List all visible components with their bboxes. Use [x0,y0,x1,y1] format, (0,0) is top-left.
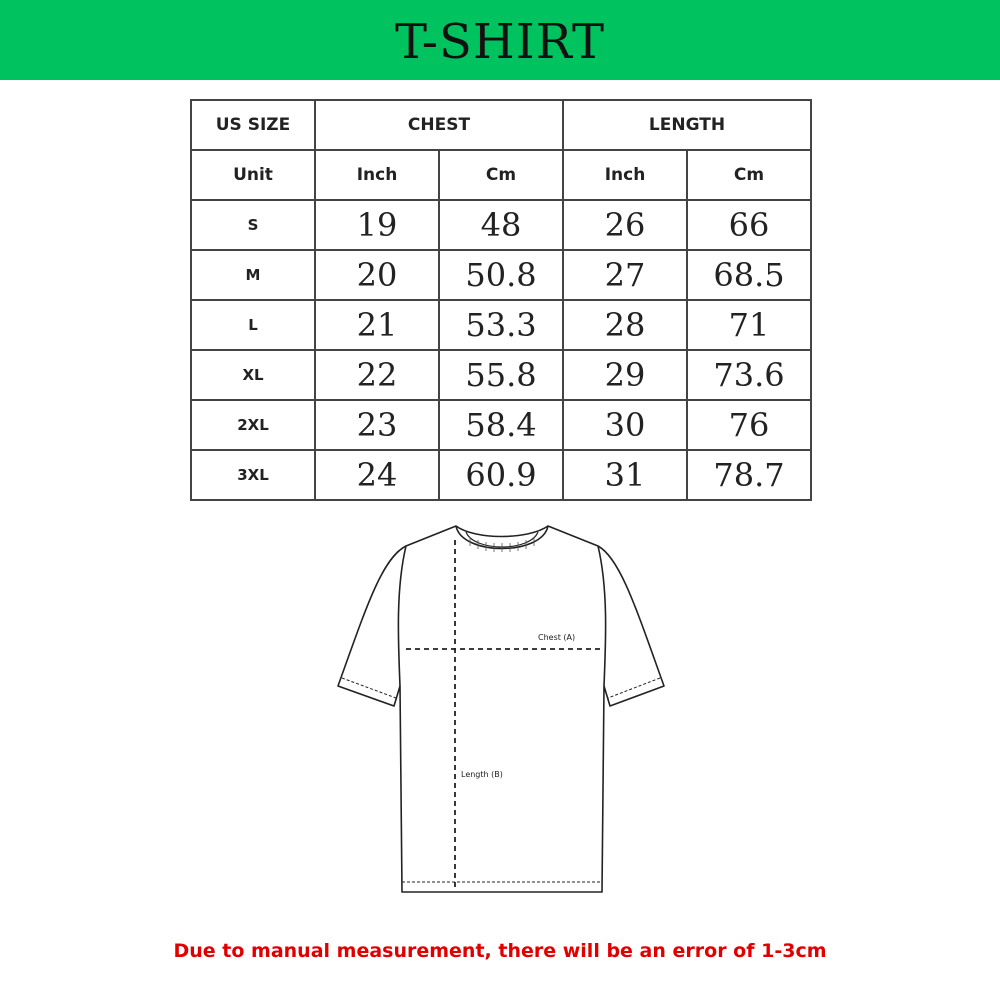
unit-chest-inch: Inch [315,150,439,200]
size-cell: 3XL [191,450,315,500]
table-row [191,250,811,300]
table-row [191,350,811,400]
table-row [191,200,811,250]
length-cm-cell: 68.5 [687,250,811,300]
header-unit: Unit [191,150,315,200]
chest-cm-cell: 48 [439,200,563,250]
length-cm-cell: 71 [687,300,811,350]
size-cell: M [191,250,315,300]
chest-inch-cell: 20 [315,250,439,300]
unit-length-cm: Cm [687,150,811,200]
length-cm-cell: 66 [687,200,811,250]
size-cell: XL [191,350,315,400]
size-cell: S [191,200,315,250]
size-chart-table [190,99,812,501]
table-header-row [191,100,811,150]
chest-inch-cell: 19 [315,200,439,250]
collar-rib [470,537,534,552]
chest-inch-cell: 24 [315,450,439,500]
tshirt-outline [338,526,664,892]
unit-length-inch: Inch [563,150,687,200]
table-unit-row [191,150,811,200]
chest-inch-cell: 21 [315,300,439,350]
length-cm-cell: 76 [687,400,811,450]
header-length: LENGTH [563,100,811,150]
length-cm-cell: 73.6 [687,350,811,400]
table-row [191,400,811,450]
size-cell: 2XL [191,400,315,450]
chest-cm-cell: 53.3 [439,300,563,350]
length-inch-cell: 30 [563,400,687,450]
tshirt-measurement-diagram [330,518,670,898]
length-inch-cell: 26 [563,200,687,250]
length-cm-cell: 78.7 [687,450,811,500]
chest-cm-cell: 55.8 [439,350,563,400]
chest-cm-cell: 50.8 [439,250,563,300]
measurement-note: Due to manual measurement, there will be an error of 1-3cm [173,940,827,962]
length-inch-cell: 27 [563,250,687,300]
page-title: T-SHIRT [394,14,606,70]
chest-inch-cell: 22 [315,350,439,400]
length-label: Length (B) [461,770,503,779]
chest-inch-cell: 23 [315,400,439,450]
title-banner [0,0,1000,80]
length-inch-cell: 31 [563,450,687,500]
chest-label: Chest (A) [538,633,576,642]
length-inch-cell: 29 [563,350,687,400]
header-chest: CHEST [315,100,563,150]
header-us-size: US SIZE [191,100,315,150]
unit-chest-cm: Cm [439,150,563,200]
chest-cm-cell: 60.9 [439,450,563,500]
length-inch-cell: 28 [563,300,687,350]
chest-cm-cell: 58.4 [439,400,563,450]
size-cell: L [191,300,315,350]
table-row [191,300,811,350]
table-row [191,450,811,500]
